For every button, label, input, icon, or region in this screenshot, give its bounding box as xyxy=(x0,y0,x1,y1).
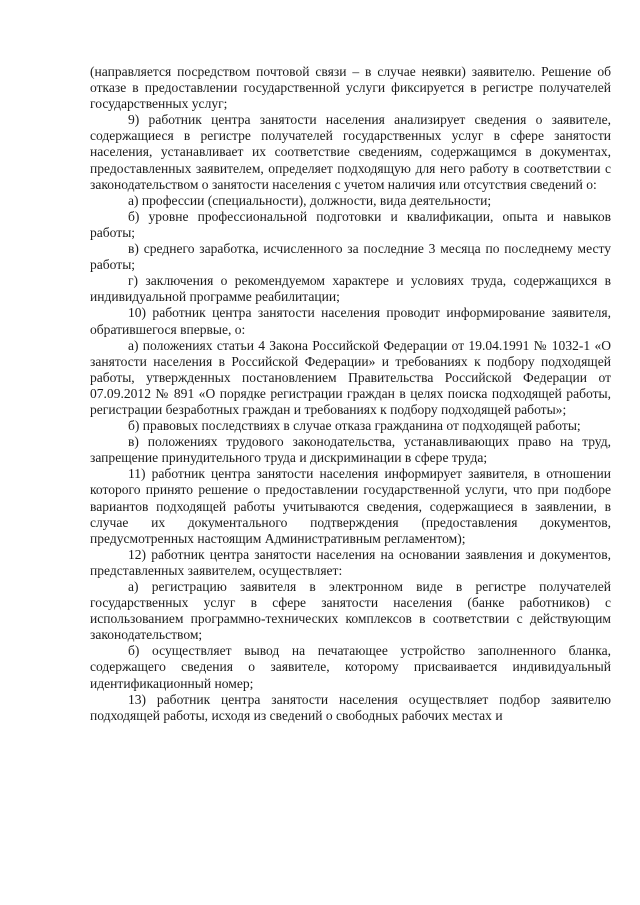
paragraph-item-10: 10) работник центра занятости населения проводит информирование заявителя, обратившегося впервые, о: xyxy=(90,305,611,337)
paragraph-item-12a: а) регистрацию заявителя в электронном виде в регистре получателей государственных услуг в сфере занятости населения (банке работников) с использованием программно-технических комплексов в соответствии с действующим законодательством; xyxy=(90,579,611,643)
paragraph-item-10b: б) правовых последствиях в случае отказа гражданина от подходящей работы; xyxy=(128,418,581,434)
paragraph-item-12: 12) работник центра занятости населения на основании заявления и документов, представленных заявителем, осуществляет: xyxy=(90,546,611,578)
paragraph-item-13: 13) работник центра занятости населения осуществляет подбор заявителю подходящей работы, исходя из сведений о свободных рабочих местах и xyxy=(90,691,611,723)
paragraph-item-12b: б) осуществляет вывод на печатающее устройство заполненного бланка, содержащего сведения о заявителе, которому присваивается индивидуальный идентификационный номер; xyxy=(90,643,611,691)
paragraph-item-9b: б) уровне профессиональной подготовки и квалификации, опыта и навыков работы; xyxy=(90,208,611,240)
paragraph-item-10a: а) положениях статьи 4 Закона Российской Федерации от 19.04.1991 № 1032-1 «О занятости населения в Российской Федерации» и требованиях к подбору подходящей работы, утвержденных постановлением Правительства Российской Федерации от 07.09.2012 № 891 «О порядке регистрации граждан в целях поиска подходящей работы, регистрации безработных граждан и требованиях к подбору подходящей работы»; xyxy=(90,337,611,417)
paragraph-item-9a: а) профессии (специальности), должности, вида деятельности; xyxy=(128,192,492,208)
paragraph-item-9v: в) среднего заработка, исчисленного за последние 3 месяца по последнему месту работы; xyxy=(90,241,611,273)
paragraph-item-9: 9) работник центра занятости населения анализирует сведения о заявителе, содержащиеся в регистре получателей государственных услуг в сфере занятости населения, устанавливает их соответствие сведениям, содержащимся в документах, предоставленных заявителем, определяет подходящую для него работу в соответствии с законодательством о занятости населения с учетом наличия или отсутствия сведений о: xyxy=(90,112,611,192)
paragraph-item-9g: г) заключения о рекомендуемом характере и условиях труда, содержащихся в индивидуальной программе реабилитации; xyxy=(90,273,611,305)
document-page xyxy=(90,64,611,724)
paragraph-continuation: (направляется посредством почтовой связи – в случае неявки) заявителю. Решение об отказе в предоставлении государственной услуги фиксируется в регистре получателей государственных услуг; xyxy=(90,64,611,112)
paragraph-item-10v: в) положениях трудового законодательства, устанавливающих право на труд, запрещение принудительного труда и дискриминации в сфере труда; xyxy=(90,434,611,466)
paragraph-item-11: 11) работник центра занятости населения информирует заявителя, в отношении которого принято решение о предоставлении государственной услуги, что при подборе вариантов подходящей работы учитываются сведения, содержащиеся в заявлении, в случае их документального подтверждения (предоставления документов, предусмотренных настоящим Административным регламентом); xyxy=(90,466,611,546)
